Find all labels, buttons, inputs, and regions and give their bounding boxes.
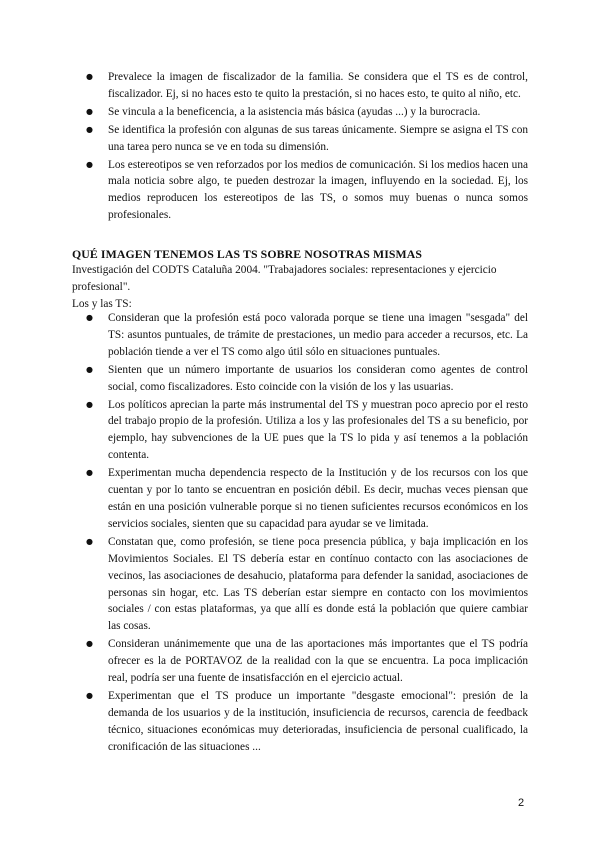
list-item: ● Prevalece la imagen de fiscalizador de la familia. Se considera que el TS es de control, fiscalizador. Ej, si no haces esto te quito la prestación, si no haces esto, te quito al niño, etc. [108, 69, 528, 103]
list-item: ● Los estereotipos se ven reforzados por los medios de comunicación. Si los medios hacen una mala noticia sobre algo, te pueden destrozar la imagen, influyendo en la sociedad. Ej, los medios reproducen los estereotipos de las TS, o somos muy buenas o nunca somos profesionales. [108, 157, 528, 225]
list-item: ● Constatan que, como profesión, se tiene poca presencia pública, y baja implicación en los Movimientos Sociales. El TS debería estar en contínuo contacto con las asociaciones de vecinos, las asociaciones de desahucio, plataforma para defender la sanidad, asociaciones de personas sin hogar, etc. Las TS deberían estar siempre en contacto con los movimientos sociales / con estas plataformas, ya que allí es donde está la población que quiere cambiar las cosas. [108, 534, 528, 635]
list-item: ● Experimentan mucha dependencia respecto de la Institución y de los recursos con los que cuentan y por lo tanto se encuentran en posición débil. Es decir, muchas veces piensan que están en una posición vulnerable porque si no tienen suficientes recursos económicos en los servicios sociales, sienten que su capacidad para ayudar se ve limitada. [108, 465, 528, 533]
list-item: ● Los políticos aprecian la parte más instrumental del TS y muestran poco aprecio por el resto del trabajo propio de la profesión. Utiliza a los y las profesionales del TS a su beneficio, por ejemplo, hay subvenciones de la UE pues que la TS lo pida y así tenemos a la población contenta. [108, 397, 528, 465]
list-item: ● Sienten que un número importante de usuarios los consideran como agentes de control social, como fiscalizadores. Esto coincide con la visión de los y las usuarias. [108, 362, 528, 396]
list-item: ● Se vincula a la beneficencia, a la asistencia más básica (ayudas ...) y la burocracia. [108, 104, 528, 121]
intro-paragraph: Investigación del CODTS Cataluña 2004. "Trabajadores sociales: representaciones y ejercicio profesional". [72, 264, 497, 293]
bullet-list-bottom [108, 310, 528, 757]
list-item: ● Consideran unánimemente que una de las aportaciones más importantes que el TS podría ofrecer es la de PORTAVOZ de la realidad con la que se encuentra. La poca implicación real, podría ser una fuente de insatisfacción en el ejercicio actual. [108, 636, 528, 687]
list-item: ● Experimentan que el TS produce un importante "desgaste emocional": presión de la demanda de los usuarios y de la institución, insuficiencia de recursos, carencia de feedback técnico, situaciones económicas muy deterioradas, insuficiencia de personal cualificado, la cronificación de las situaciones ... [108, 688, 528, 756]
list-item: ● Consideran que la profesión está poco valorada porque se tiene una imagen "sesgada" del TS: asuntos puntuales, de trámite de prestaciones, un medio para acceder a recursos, etc. La población tiende a ver el TS como algo útil sólo en situaciones puntuales. [108, 310, 528, 361]
section-heading: QUÉ IMAGEN TENEMOS LAS TS SOBRE NOSOTRAS MISMAS [72, 247, 423, 261]
bullet-list-top [108, 69, 528, 225]
page-number: 2 [518, 797, 525, 809]
lead-paragraph: Los y las TS: [72, 297, 132, 310]
section-intro [72, 262, 530, 313]
list-item: ● Se identifica la profesión con algunas de sus tareas únicamente. Siempre se asigna el TS con una tarea pero nunca se ve en toda su dimensión. [108, 122, 528, 156]
